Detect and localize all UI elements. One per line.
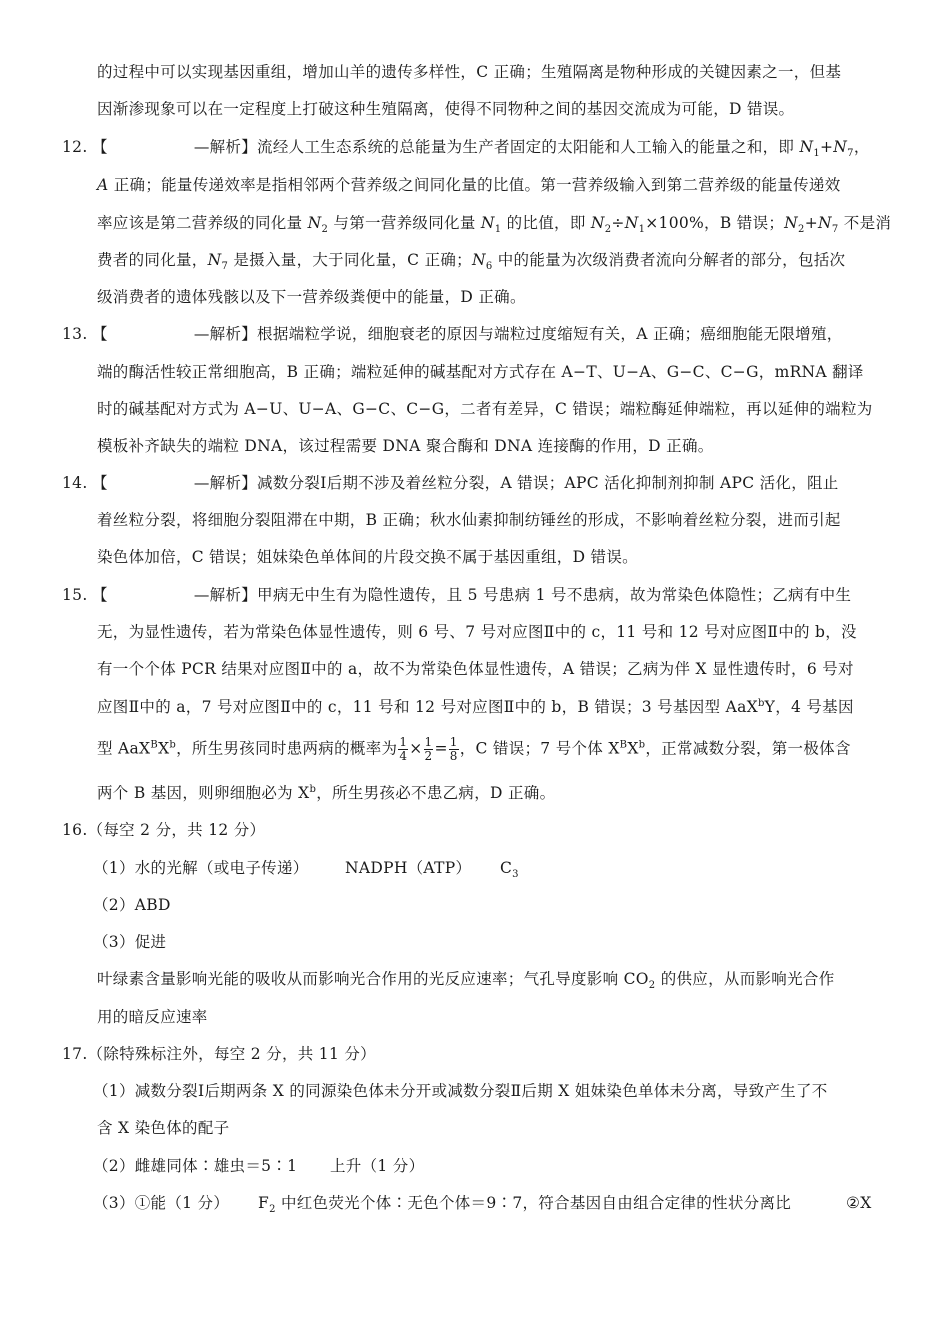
q15-line-4: 应图Ⅱ中的 a，7 号对应图Ⅱ中的 c，11 号和 12 号对应图Ⅱ中的 b，B 错误；3 号基因型 AaX$^b$Y，4 号基因	[97, 697, 854, 716]
q16-part-1-answer-3: $C_3$	[500, 859, 519, 881]
q15-line-5: 型 $AaX^BX^b$，所生男孩同时患两病的概率为 $\frac{1}{4}$ × $\frac{1}{2}$ = $\frac{1}{8}$ ，C 错误；7 号个体 $X^BX^b$，正常减数分裂，第一极体含	[97, 735, 851, 763]
q17-part-1-line-2: 含 X 染色体的配子	[97, 1119, 230, 1137]
q17-part-3: （3）①能（1 分）	[93, 1194, 230, 1212]
q12-line-3: 率应该是第二营养级的同化量 $N_2$ 与第一营养级同化量 $N_1$ 的比值，即 $N_2\div N_1\times 100\%$，B 错误；$N_2+N_7$ 不是消	[97, 214, 892, 236]
q11-line-1: 的过程中可以实现基因重组，增加山羊的遗传多样性，C 正确；生殖隔离是物种形成的关键因素之一，但基	[97, 63, 842, 81]
analysis-tag: —解析】	[193, 325, 258, 343]
question-number: 13.	[62, 325, 88, 343]
q15-line-3: 有一个个体 PCR 结果对应图Ⅱ中的 a，故不为常染色体显性遗传，A 错误；乙病为伴 X 显性遗传时，6 号对	[97, 660, 854, 678]
fraction: $\frac{1}{2}$	[424, 735, 433, 763]
q13-line-3: 时的碱基配对方式为 A−U、U−A、G−C、C−G，二者有差异，C 错误；端粒酶延伸端粒，再以延伸的端粒为	[97, 400, 873, 418]
q17-part-1-line-1: （1）减数分裂Ⅰ后期两条 X 的同源染色体未分开或减数分裂Ⅱ后期 X 姐妹染色单体未分离，导致产生了不	[93, 1082, 828, 1100]
q17-part-3-explanation: $F_2$ 中红色荧光个体∶无色个体＝9∶7，符合基因自由组合定律的性状分离比	[258, 1194, 792, 1216]
q13-line-4: 模板补齐缺失的端粒 DNA，该过程需要 DNA 聚合酶和 DNA 连接酶的作用，D 正确。	[97, 437, 714, 455]
analysis-tag: —解析】	[193, 138, 258, 156]
q16-part-1-answer-2: NADPH（ATP）	[345, 859, 472, 877]
q12-line-2: A 正确；能量传递效率是指相邻两个营养级之间同化量的比值。第一营养级输入到第二营养级的能量传递效	[97, 176, 841, 194]
q17-part-2-answer-2: 上升（1 分）	[330, 1157, 425, 1175]
q13-line-2: 端的酶活性较正常细胞高，B 正确；端粒延伸的碱基配对方式存在 A−T、U−A、G−C、C−G，mRNA 翻译	[97, 363, 864, 381]
q16-part-1: （1）水的光解（或电子传递）	[93, 859, 309, 877]
q17-part-3-next: ②X	[846, 1194, 872, 1212]
q15-line-1: 15. 【 —解析】甲病无中生有为隐性遗传，且 5 号患病 1 号不患病，故为常染色体隐性；乙病有中生	[62, 586, 852, 604]
q15-line-2: 无，为显性遗传，若为常染色体显性遗传，则 6 号、7 号对应图Ⅱ中的 c，11 号和 12 号对应图Ⅱ中的 b，没	[97, 623, 857, 641]
q17-heading: 17.（除特殊标注外，每空 2 分，共 11 分）	[62, 1045, 376, 1063]
analysis-tag: —解析】	[193, 474, 258, 492]
analysis-tag: —解析】	[193, 586, 258, 604]
q16-explanation-line-1: 叶绿素含量影响光能的吸收从而影响光合作用的光反应速率；气孔导度影响 $CO_2$ 的供应，从而影响光合作	[97, 970, 835, 992]
q16-explanation-line-2: 用的暗反应速率	[97, 1008, 208, 1026]
q12-line-4: 费者的同化量，$N_7$ 是摄入量，大于同化量，C 正确；$N_6$ 中的能量为次级消费者流向分解者的部分，包括次	[97, 251, 846, 273]
q13-line-1: 13. 【 —解析】根据端粒学说，细胞衰老的原因与端粒过度缩短有关，A 正确；癌细胞能无限增殖，	[62, 325, 843, 343]
q16-part-3: （3）促进	[93, 933, 167, 951]
fraction: $\frac{1}{4}$	[399, 735, 408, 763]
q16-heading: 16.（每空 2 分，共 12 分）	[62, 821, 266, 839]
question-number: 12.	[62, 138, 88, 156]
q12-line-1: 12. 【 —解析】流经人工生态系统的总能量为生产者固定的太阳能和人工输入的能量之和，即 $N_1+N_7$，	[62, 138, 870, 160]
q14-line-3: 染色体加倍，C 错误；姐妹染色单体间的片段交换不属于基因重组，D 错误。	[97, 548, 638, 566]
fraction: $\frac{1}{8}$	[449, 735, 458, 763]
q14-line-2: 着丝粒分裂，将细胞分裂阻滞在中期，B 正确；秋水仙素抑制纺锤丝的形成，不影响着丝粒分裂，进而引起	[97, 511, 841, 529]
question-number: 15.	[62, 586, 88, 604]
q17-part-2: （2）雌雄同体∶雄虫＝5∶1	[93, 1157, 298, 1175]
q16-part-2: （2）ABD	[93, 896, 171, 914]
q15-line-6: 两个 B 基因，则卵细胞必为 $X^b$，所生男孩必不患乙病，D 正确。	[97, 783, 556, 802]
q14-line-1: 14. 【 —解析】减数分裂Ⅰ后期不涉及着丝粒分裂，A 错误；APC 活化抑制剂抑制 APC 活化，阻止	[62, 474, 839, 492]
q11-line-2: 因渐渗现象可以在一定程度上打破这种生殖隔离，使得不同物种之间的基因交流成为可能，D 错误。	[97, 100, 795, 118]
q12-line-5: 级消费者的遗体残骸以及下一营养级粪便中的能量，D 正确。	[97, 288, 526, 306]
question-number: 14.	[62, 474, 88, 492]
